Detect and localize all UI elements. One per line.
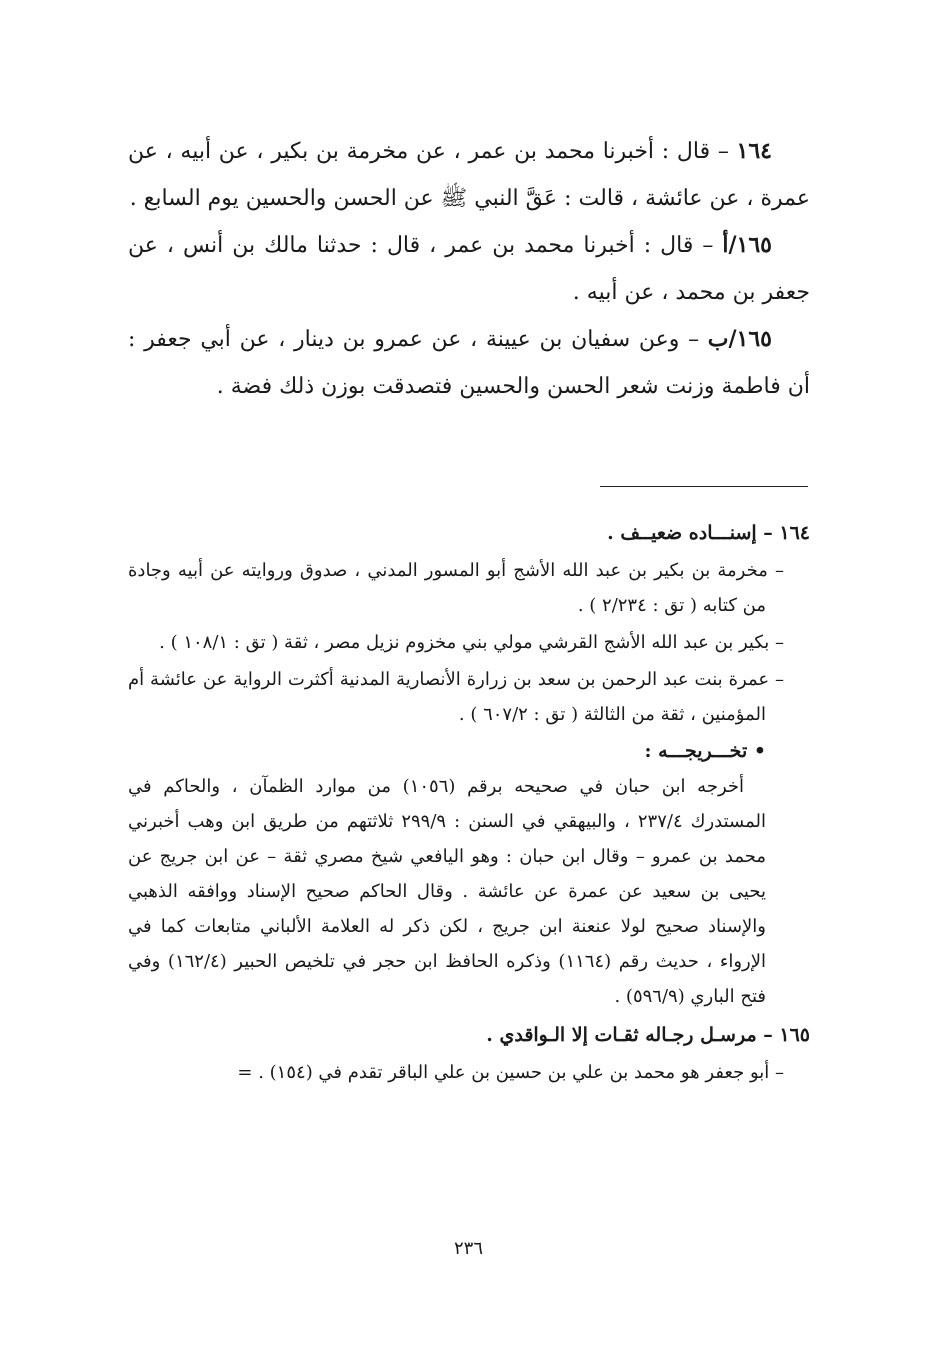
note-item: – بكير بن عبد الله الأشج القرشي مولي بني مخزوم نزيل مصر ، ثقة ( تق : ١٠٨/١ ) . <box>159 632 784 653</box>
hadith-number: ١٦٥/أ <box>722 232 772 258</box>
hadith-body: – وعن سفيان بن عيينة ، عن عمرو بن دينار ، عن أبي جعفر : أن فاطمة وزنت شعر الحسن والحسين فتصدقت بوزن ذلك فضة . <box>128 327 810 399</box>
note-item: – مخرمة بن بكير بن عبد الله الأشج أبو المسور المدني ، صدوق وروايته عن أبيه وجادة من كتابه ( تق : ٢/٢٣٤ ) . <box>128 560 784 616</box>
hadith-164 <box>128 128 810 222</box>
page-number: ٢٣٦ <box>453 1238 483 1259</box>
hadith-body: – قال : أخبرنا محمد بن عمر ، عن مخرمة بن بكير ، عن أبيه ، عن عمرة ، عن عائشة ، قالت : عَقَّ النبي ﷺ عن الحسن والحسين يوم السابع . <box>128 139 810 211</box>
takhrij-paragraph: أخرجه ابن حبان في صحيحه برقم (١٠٥٦) من موارد الظمآن ، والحاكم في المستدرك ٢٣٧/٤ ، والبيهقي في السنن : ٢٩٩/٩ ثلاثتهم من طريق ابن وهب أخبرني محمد بن عمرو – وقال ابن حبان : وهو اليافعي شيخ مصري ثقة – عن ابن جريج عن يحيى بن سعيد عن عمرة عن عائشة . وقال الحاكم صحيح الإسناد ووافقه الذهبي والإسناد صحيح لولا عنعنة ابن جريج ، لكن ذكر له العلامة الألباني متابعات كما في الإرواء ، حديث رقم (١١٦٤) وذكره الحافظ ابن حجر في تلخيص الحبير (١٦٢/٤) وفي فتح الباري (٥٩٦/٩) . <box>128 776 767 1007</box>
note-item: – عمرة بنت عبد الرحمن بن سعد بن زرارة الأنصارية المدنية أكثرت الرواية عن عائشة أم المؤمنين ، ثقة من الثالثة ( تق : ٦٠٧/٢ ) . <box>128 669 785 725</box>
hadith-165a <box>128 222 810 316</box>
hadith-165b <box>128 316 810 410</box>
hadith-body: – قال : أخبرنا محمد بن عمر ، قال : حدثنا مالك بن أنس ، عن جعفر بن محمد ، عن أبيه . <box>128 233 810 305</box>
takhrij-heading: • تخـــريجـــه : <box>644 740 766 762</box>
hadith-number: ١٦٤ <box>736 138 772 164</box>
note-item: – أبو جعفر هو محمد بن علي بن حسين بن علي الباقر تقدم في (١٥٤) . = <box>237 1062 784 1083</box>
footnotes <box>128 516 810 1090</box>
note-164-heading: ١٦٤ – إسنـــاده ضعيــف . <box>607 522 810 544</box>
hadith-number: ١٦٥/ب <box>707 326 772 352</box>
note-165-heading: ١٦٥ – مرسـل رجـاله ثقـات إلا الـواقدي . <box>486 1024 810 1046</box>
hadith-text <box>128 128 810 410</box>
footnote-separator <box>600 486 808 487</box>
